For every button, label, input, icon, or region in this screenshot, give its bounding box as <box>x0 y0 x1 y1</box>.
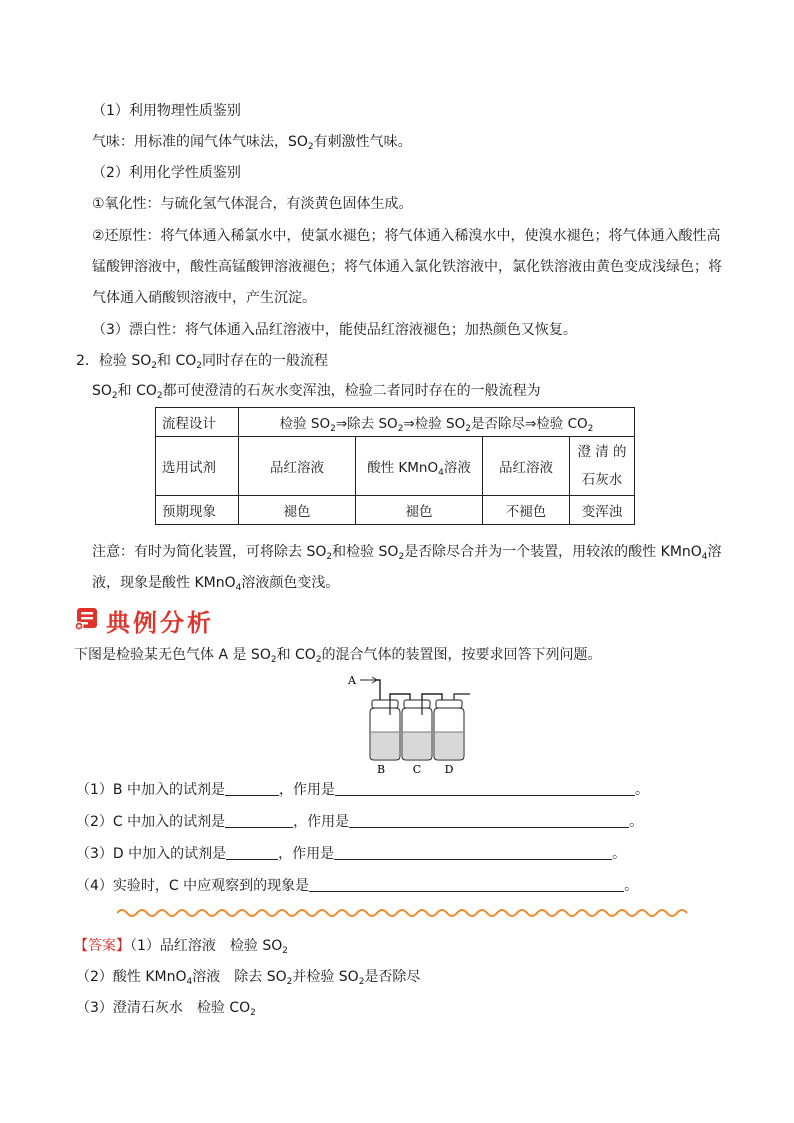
answer-blank[interactable] <box>309 876 624 892</box>
answer-2: （2）酸性 KMnO$_4$溶液 除去 $SO_2$并检验 $SO_2$是否除尽 <box>76 969 421 987</box>
banner-title: 典例分析 <box>106 607 214 637</box>
section2-intro: $SO_2$和 $CO_2$都可使澄清的石灰水变浑浊，检验二者同时存在的一般流程为 <box>92 383 541 401</box>
bottle-b <box>370 700 400 760</box>
chemical-property-heading: （2）利用化学性质鉴别 <box>92 165 241 181</box>
table-cell: 品红溶液 <box>239 437 356 496</box>
wavy-divider <box>117 907 689 919</box>
bottle-d <box>434 694 470 760</box>
answer-blank[interactable] <box>226 844 278 860</box>
table-cell: 选用试剂 <box>156 437 239 496</box>
section2-heading: 2．检验 $SO_2$和 $CO_2$同时存在的一般流程 <box>76 353 328 371</box>
table-cell: 流程设计 <box>156 408 239 437</box>
table-row <box>156 437 635 496</box>
table-cell: 预期现象 <box>156 496 239 525</box>
answer-blank[interactable] <box>349 812 629 828</box>
gas-washing-apparatus-diagram <box>340 670 480 776</box>
example-intro: 下图是检验某无色气体 A 是 $SO_2$和 $CO_2$的混合气体的装置图，按要求回答下列问题。 <box>74 647 602 665</box>
table-cell: 褪色 <box>356 496 483 525</box>
physical-property-heading: （1）利用物理性质鉴别 <box>92 103 241 119</box>
table-cell: 酸性 KMnO$_4$溶液 <box>356 437 483 496</box>
answer-blank[interactable] <box>334 844 612 860</box>
question-2: （2）C 中加入的试剂是 ，作用是 。 <box>76 814 644 830</box>
table-cell: 变浑浊 <box>570 496 635 525</box>
question-3: （3）D 中加入的试剂是 ，作用是 。 <box>76 846 627 862</box>
reducing-text-line3: 气体通入硝酸钡溶液中，产生沉淀。 <box>92 290 316 306</box>
bottle-c <box>402 700 432 760</box>
table-cell: 检验 $SO_2\Rightarrow$除去 $SO_2\Rightarrow$检验 $SO_2$是否除尽⇒检验 $CO_2$ <box>239 408 635 437</box>
table-row <box>156 496 635 525</box>
table-cell: 品红溶液 <box>483 437 570 496</box>
table-cell: 不褪色 <box>483 496 570 525</box>
bottle-label-b: B <box>376 763 386 776</box>
note-line1: 注意：有时为简化装置，可将除去 $SO_2$和检验 $SO_2$是否除尽合并为一个装置，用较浓的酸性 KMnO$_4$溶 <box>92 544 722 562</box>
answer-tag: 【答案】 <box>74 938 130 954</box>
answer-3: （3）澄清石灰水 检验 $CO_2$ <box>76 1000 256 1018</box>
table-cell: 澄 清 的 石灰水 <box>570 437 635 496</box>
answer-blank[interactable] <box>335 780 635 796</box>
bottle-label-c: C <box>412 763 422 776</box>
answer-blank[interactable] <box>225 812 293 828</box>
reducing-text-line1: ②还原性：将气体通入稀氯水中，使氯水褪色；将气体通入稀溴水中，使溴水褪色；将气体通入酸性高 <box>92 228 721 244</box>
question-1: （1）B 中加入的试剂是 ，作用是 。 <box>76 782 649 798</box>
procedure-table <box>155 407 635 525</box>
table-cell: 褪色 <box>239 496 356 525</box>
answer-1: 【答案】（1）品红溶液 检验 $SO_2$ <box>74 938 288 956</box>
answer-blank[interactable] <box>225 780 279 796</box>
note-line2: 液，现象是酸性 KMnO$_4$溶液颜色变浅。 <box>92 575 340 593</box>
question-4: （4）实验时，C 中应观察到的现象是 。 <box>76 878 639 894</box>
notebook-icon <box>74 605 100 635</box>
bottle-label-d: D <box>444 763 454 776</box>
table-row <box>156 408 635 437</box>
inlet-label: A <box>348 674 356 687</box>
smell-text: 气味：用标准的闻气体气味法，$SO_2$有刺激性气味。 <box>92 134 412 152</box>
example-analysis-banner <box>74 604 214 636</box>
bleaching-text: （3）漂白性：将气体通入品红溶液中，能使品红溶液褪色；加热颜色又恢复。 <box>92 322 577 338</box>
reducing-text-line2: 锰酸钾溶液中，酸性高锰酸钾溶液褪色；将气体通入氯化铁溶液中，氯化铁溶液由黄色变成浅绿色；将 <box>92 259 722 275</box>
oxidizing-text: ①氧化性：与硫化氢气体混合，有淡黄色固体生成。 <box>92 196 413 212</box>
